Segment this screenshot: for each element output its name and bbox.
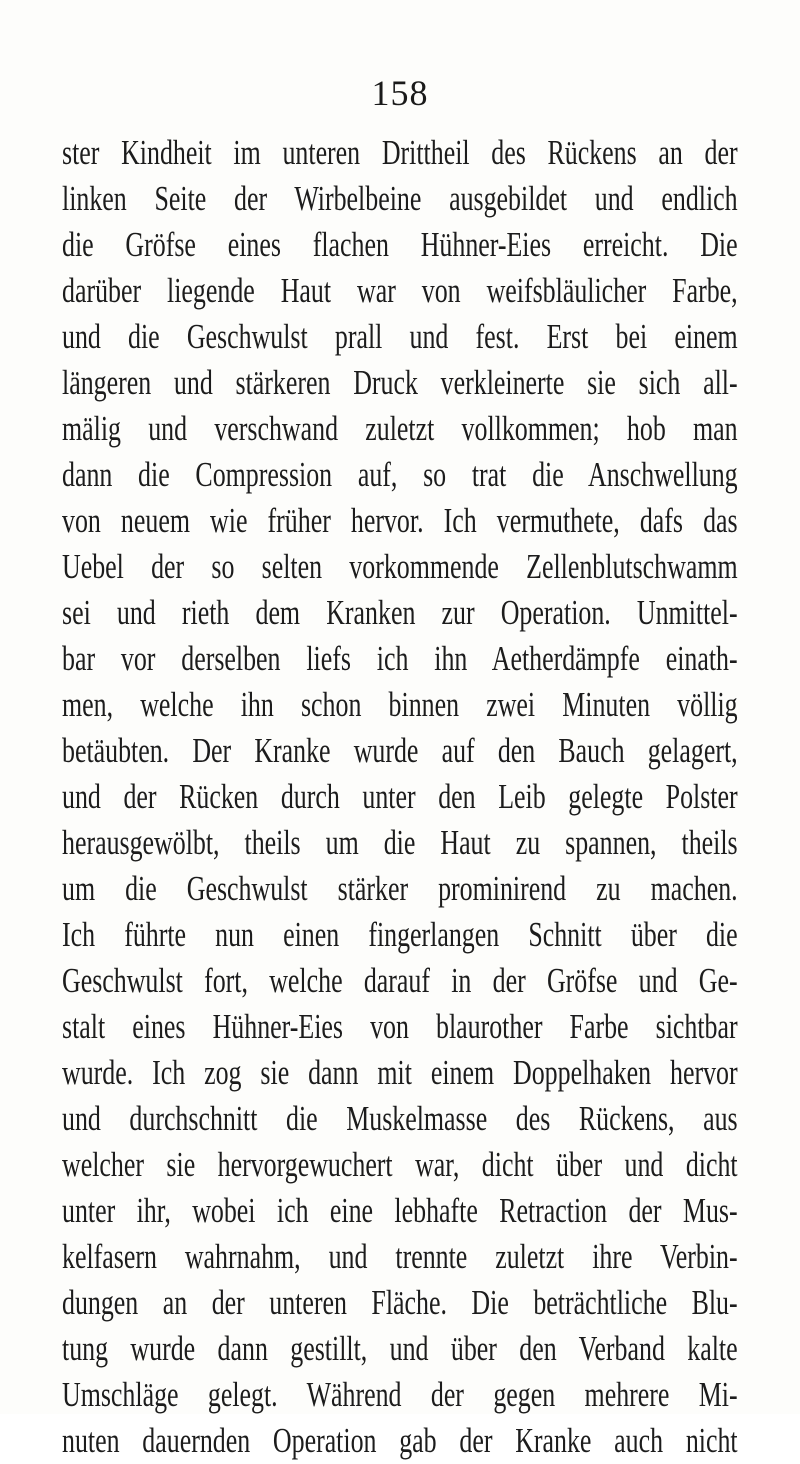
text-line: men, welche ihn schon binnen zwei Minuten völlig bbox=[62, 685, 738, 724]
text-line: von neuem wie früher hervor. Ich vermuthete, dafs das bbox=[62, 501, 738, 540]
text-line: längeren und stärkeren Druck verkleinerte sie sich all- bbox=[62, 363, 738, 402]
text-line: und der Rücken durch unter den Leib gelegte Polster bbox=[62, 777, 738, 816]
text-line: Uebel der so selten vorkommende Zellenblutschwamm bbox=[62, 547, 738, 586]
text-line: herausgewölbt, theils um die Haut zu spannen, theils bbox=[62, 823, 738, 862]
text-line: unter ihr, wobei ich eine lebhafte Retraction der Mus- bbox=[62, 1191, 738, 1230]
text-line: Geschwulst fort, welche darauf in der Gröfse und Ge- bbox=[62, 961, 738, 1000]
text-line: dann die Compression auf, so trat die Anschwellung bbox=[62, 455, 738, 494]
page-number: 158 bbox=[371, 73, 429, 113]
text-line: welcher sie hervorgewuchert war, dicht über und dicht bbox=[62, 1145, 738, 1184]
text-line: darüber liegende Haut war von weifsbläulicher Farbe, bbox=[62, 271, 738, 310]
body-text bbox=[62, 130, 738, 1464]
text-line: und durchschnitt die Muskelmasse des Rückens, aus bbox=[62, 1099, 738, 1138]
text-line: betäubten. Der Kranke wurde auf den Bauch gelagert, bbox=[62, 731, 738, 770]
text-line: tung wurde dann gestillt, und über den Verband kalte bbox=[62, 1329, 738, 1368]
text-line: kelfasern wahrnahm, und trennte zuletzt ihre Verbin- bbox=[62, 1237, 738, 1276]
text-line: dungen an der unteren Fläche. Die beträchtliche Blu- bbox=[62, 1283, 738, 1322]
text-line: wurde. Ich zog sie dann mit einem Doppelhaken hervor bbox=[62, 1053, 738, 1092]
text-line: stalt eines Hühner-Eies von blaurother Farbe sichtbar bbox=[62, 1007, 738, 1046]
text-line: sei und rieth dem Kranken zur Operation. Unmittel- bbox=[62, 593, 738, 632]
text-line: bar vor derselben liefs ich ihn Aetherdämpfe einath- bbox=[62, 639, 738, 678]
text-line: mälig und verschwand zuletzt vollkommen; hob man bbox=[62, 409, 738, 448]
text-line: die Gröfse eines flachen Hühner-Eies erreicht. Die bbox=[62, 225, 738, 264]
text-line: ster Kindheit im unteren Drittheil des Rückens an der bbox=[62, 133, 738, 172]
text-line: um die Geschwulst stärker prominirend zu machen. bbox=[62, 869, 738, 908]
text-line: Ich führte nun einen fingerlangen Schnitt über die bbox=[62, 915, 738, 954]
text-line: und die Geschwulst prall und fest. Erst bei einem bbox=[62, 317, 738, 356]
text-line: linken Seite der Wirbelbeine ausgebildet und endlich bbox=[62, 179, 738, 218]
text-line: Umschläge gelegt. Während der gegen mehrere Mi- bbox=[62, 1375, 738, 1414]
text-line: nuten dauernden Operation gab der Kranke auch nicht bbox=[62, 1421, 738, 1460]
